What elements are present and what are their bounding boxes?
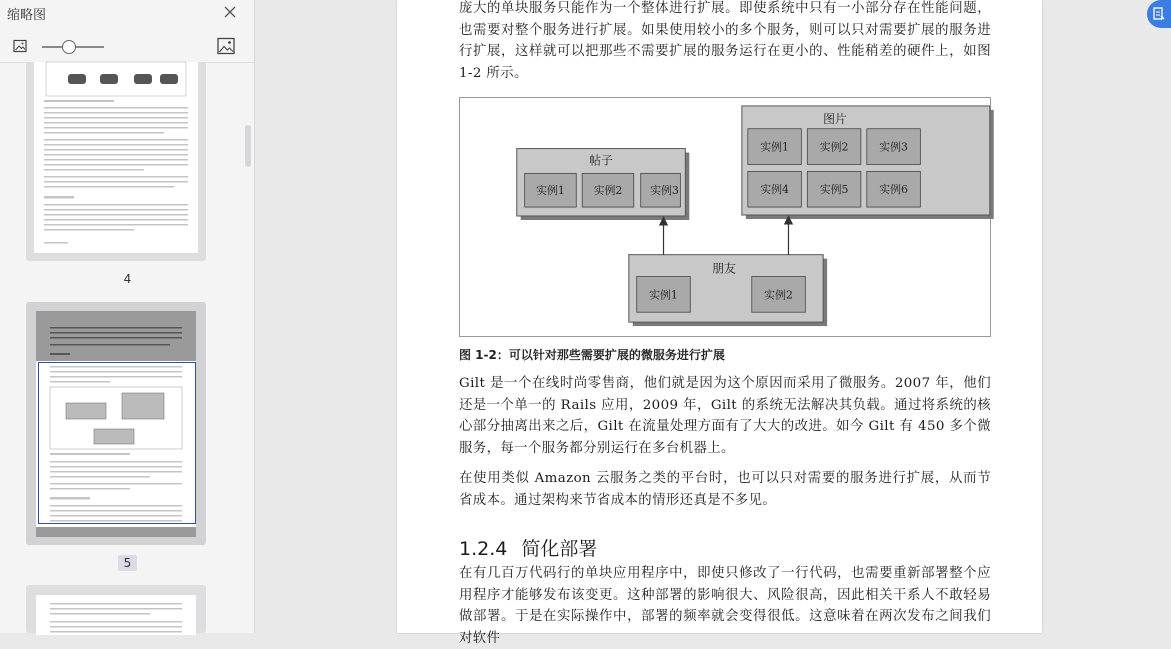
instance-label: 实例1	[760, 140, 789, 154]
thumbnail-page-6[interactable]	[26, 585, 206, 633]
images-service-label: 图片	[823, 111, 847, 126]
instance-label: 实例5	[819, 183, 849, 197]
floating-tool-button[interactable]	[1147, 0, 1171, 28]
instance-label: 实例3	[879, 140, 908, 154]
section-title: 简化部署	[521, 538, 598, 560]
instance-label: 实例1	[536, 184, 565, 198]
thumbnail-viewport-indicator[interactable]	[38, 362, 196, 524]
friends-service-label: 朋友	[712, 261, 736, 276]
section-number: 1.2.4	[459, 538, 508, 560]
paragraph: Gilt 是一个在线时尚零售商，他们就是因为这个原因而采用了微服务。2007 年，他们还是一个单一的 Rails 应用，2009 年，Gilt 的系统无法解决其负载。通过将系统的核心部分抽离出来之后，Gilt 在流量处理方面有了大大的改进。如今 Gilt 有 450 多个微服务，每一个服务都分别运行在多台机器上。	[459, 376, 991, 456]
close-icon[interactable]	[222, 4, 238, 20]
sidebar-scrollbar[interactable]	[245, 125, 251, 167]
instance-label: 实例2	[593, 184, 623, 198]
document-tool-icon	[1152, 7, 1166, 21]
thumbnail-page-4[interactable]	[26, 62, 206, 261]
instance-label: 实例2	[819, 140, 849, 154]
current-page-badge: 5	[118, 555, 138, 571]
instance-label: 实例3	[650, 184, 679, 198]
small-thumbnail-icon[interactable]	[13, 39, 27, 53]
paragraph: 庞大的单块服务只能作为一个整体进行扩展。即使系统中只有一小部分存在性能问题，也需要对整个服务进行扩展。如果使用较小的多个服务，则可以只对需要扩展的服务进行扩展，这样就可以把那些不需要扩展的服务运行在更小的、性能稍差的硬件上，如图1-2 所示。	[459, 1, 991, 81]
instance-label: 实例2	[764, 288, 793, 302]
thumbnail-page-5[interactable]	[26, 302, 206, 545]
thumbnail-preview	[34, 62, 198, 253]
instance-label: 实例4	[760, 183, 789, 197]
large-thumbnail-icon[interactable]	[217, 37, 235, 55]
thumbnail-page-image	[34, 62, 198, 253]
thumbnail-page-number: 4	[123, 272, 132, 286]
thumbnail-sidebar	[0, 0, 255, 633]
posts-instances	[525, 173, 681, 207]
instance-label: 实例6	[879, 183, 908, 197]
section-heading	[459, 534, 597, 561]
slider-handle[interactable]	[62, 40, 76, 54]
instance-label: 实例1	[649, 288, 678, 302]
thumbnail-page-number	[0, 556, 255, 570]
figure-caption: 图 1-2：可以针对那些需要扩展的微服务进行扩展	[459, 348, 725, 362]
paragraph: 在使用类似 Amazon 云服务之类的平台时，也可以只对需要的服务进行扩展，从而节省成本。通过架构来节省成本的情形还真是不多见。	[459, 471, 991, 508]
figure-1-2	[459, 97, 991, 337]
paragraph: 在有几百万代码行的单块应用程序中，即使只修改了一行代码，也需要重新部署整个应用程序才能够发布该变更。这种部署的影响很大、风险很高，因此相关干系人不敢轻易做部署。于是在实际操作中，部署的频率就会变得很低。这意味着在两次发布之间我们对软件	[459, 566, 991, 646]
thumbnail-page-image	[36, 595, 196, 635]
posts-service-label: 帖子	[589, 153, 613, 168]
sidebar-title: 缩略图	[7, 8, 47, 23]
thumbnail-preview	[36, 595, 196, 635]
document-page	[397, 0, 1042, 646]
thumbnail-toolbar	[0, 36, 255, 58]
